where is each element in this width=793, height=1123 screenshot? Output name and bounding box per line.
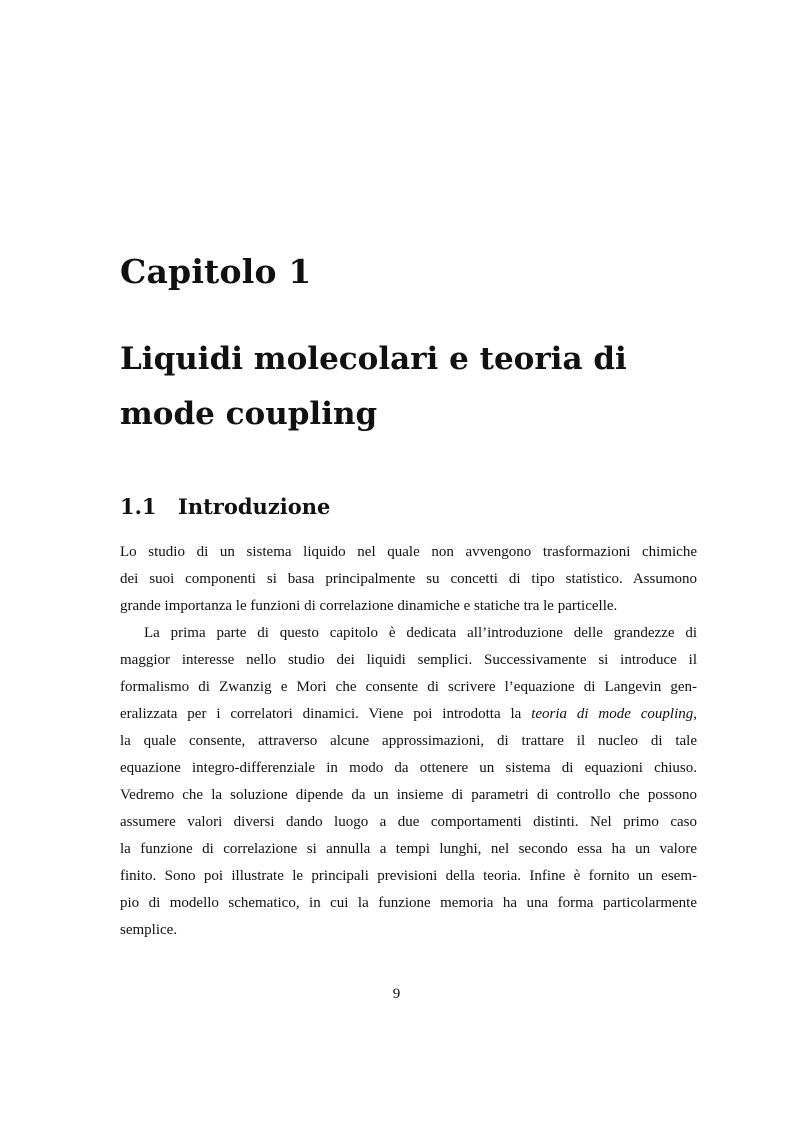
text-line: finito. Sono poi illustrate le principali previsioni della teoria. Infine è fornito un esem- (120, 868, 697, 884)
paragraph-outline (120, 620, 697, 944)
text-run: , (693, 706, 698, 722)
text-line: grande importanza le funzioni di correlazione dinamiche e statiche tra le particelle. (120, 598, 618, 614)
text-line: la funzione di correlazione si annulla a tempi lunghi, nel secondo essa ha un valore (120, 841, 697, 857)
text-line: assumere valori diversi dando luogo a due comportamenti distinti. Nel primo caso (120, 814, 697, 830)
section-title: Introduzione (178, 494, 331, 519)
text-line: formalismo di Zwanzig e Mori che consente di scrivere l’equazione di Langevin gen- (120, 679, 697, 695)
page-number: 9 (392, 986, 401, 1002)
text-line: pio di modello schematico, in cui la funzione memoria ha una forma particolarmente (120, 895, 697, 911)
paragraph-intro (120, 539, 697, 620)
body-text (120, 539, 697, 944)
text-line-with-emphasis (120, 701, 697, 728)
emphasis-mode-coupling: teoria di mode coupling (531, 706, 694, 722)
text-run: eralizzata per i correlatori dinamici. Viene poi introdotta la (120, 706, 532, 722)
text-line: Lo studio di un sistema liquido nel quale non avvengono trasformazioni chimiche (120, 544, 697, 560)
text-line: semplice. (120, 922, 178, 938)
text-line: equazione integro-differenziale in modo da ottenere un sistema di equazioni chiuso. (120, 760, 697, 776)
text-line: dei suoi componenti si basa principalmente su concetti di tipo statistico. Assumono (120, 571, 697, 587)
text-line: la quale consente, attraverso alcune approssimazioni, di trattare il nucleo di tale (120, 733, 697, 749)
text-line: Vedremo che la soluzione dipende da un insieme di parametri di controllo che possono (120, 787, 697, 803)
section-heading (120, 492, 330, 522)
text-line: La prima parte di questo capitolo è dedicata all’introduzione delle grandezze di (144, 625, 697, 641)
text-line: maggior interesse nello studio dei liquidi semplici. Successivamente si introduce il (120, 652, 697, 668)
chapter-title: Liquidi molecolari e teoria di mode coupling (120, 341, 627, 432)
section-number: 1.1 (120, 494, 157, 519)
chapter-label: Capitolo 1 (120, 252, 312, 291)
